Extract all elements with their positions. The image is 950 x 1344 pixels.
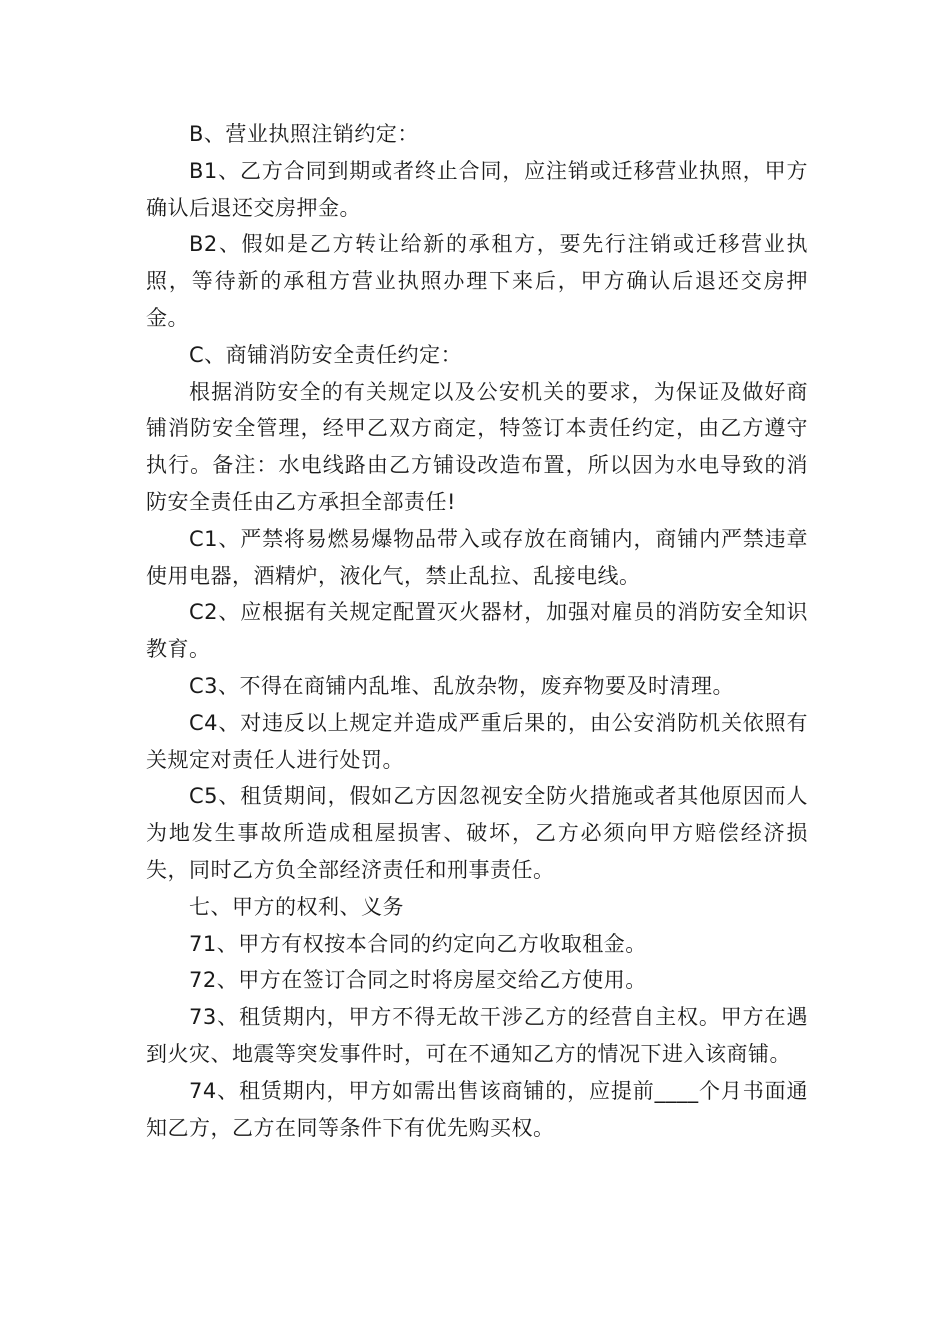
paragraph-c-intro: 根据消防安全的有关规定以及公安机关的要求，为保证及做好商铺消防安全管理，经甲乙双方商定，特签订本责任约定，由乙方遵守执行。备注：水电线路由乙方铺设改造布置，所以因为水电导致的消防安全责任由乙方承担全部责任! (146, 379, 808, 514)
paragraph-c-heading: C、商铺消防安全责任约定： (189, 342, 463, 367)
paragraph-74: 74、租赁期内，甲方如需出售该商铺的，应提前____个月书面通知乙方，乙方在同等条件下有优先购买权。 (146, 1078, 808, 1140)
paragraph-c5: C5、租赁期间，假如乙方因忽视安全防火措施或者其他原因而人为地发生事故所造成租屋损害、破坏，乙方必须向甲方赔偿经济损失，同时乙方负全部经济责任和刑事责任。 (146, 784, 808, 882)
paragraph-72: 72、甲方在签订合同之时将房屋交给乙方使用。 (189, 968, 647, 993)
paragraph-c2: C2、应根据有关规定配置灭火器材，加强对雇员的消防安全知识教育。 (146, 600, 808, 662)
paragraph-c1: C1、严禁将易燃易爆物品带入或存放在商铺内，商铺内严禁违章使用电器，酒精炉，液化气，禁止乱拉、乱接电线。 (146, 526, 808, 588)
paragraph-b-heading: B、营业执照注销约定： (189, 122, 419, 146)
document-body (146, 116, 808, 1146)
paragraph-73: 73、租赁期内，甲方不得无故干涉乙方的经营自主权。甲方在遇到火灾、地震等突发事件时，可在不通知乙方的情况下进入该商铺。 (146, 1005, 808, 1066)
paragraph-b2: B2、假如是乙方转让给新的承租方，要先行注销或迁移营业执照，等待新的承租方营业执照办理下来后，甲方确认后退还交房押金。 (146, 232, 808, 330)
section-seven-heading: 七、甲方的权利、义务 (189, 894, 404, 919)
paragraph-c3: C3、不得在商铺内乱堆、乱放杂物，废弃物要及时清理。 (189, 673, 735, 698)
paragraph-71: 71、甲方有权按本合同的约定向乙方收取租金。 (189, 931, 647, 956)
paragraph-c4: C4、对违反以上规定并造成严重后果的，由公安消防机关依照有关规定对责任人进行处罚。 (146, 710, 808, 772)
paragraph-b1: B1、乙方合同到期或者终止合同，应注销或迁移营业执照，甲方确认后退还交房押金。 (146, 158, 808, 220)
